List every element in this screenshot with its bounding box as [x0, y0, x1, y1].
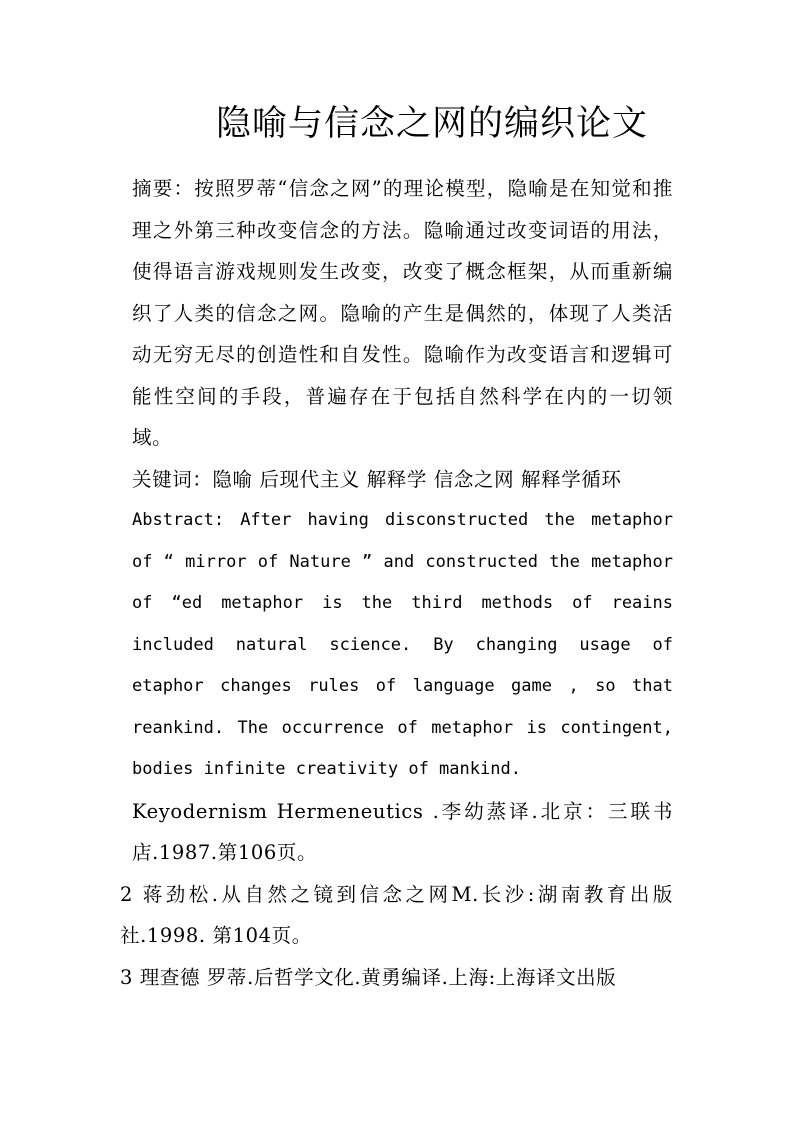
- keywords-chinese: 关键词：隐喻 后现代主义 解释学 信念之网 解释学循环: [132, 467, 622, 491]
- reference-item-3: 3 理查德 罗蒂.后哲学文化.黄勇编译.上海:上海译文出版: [120, 965, 617, 989]
- abstract-chinese: 摘要：按照罗蒂“信念之网”的理论模型，隐喻是在知觉和推理之外第三种改变信念的方法。隐喻通过改变词语的用法，使得语言游戏规则发生改变，改变了概念框架，从而重新编织了人类的信念之网。隐喻的产生是偶然的，体现了人类活动无穷无尽的创造性和自发性。隐喻作为改变语言和逻辑可能性空间的手段，普遍存在于包括自然科学在内的一切领域。: [132, 177, 673, 449]
- abstract-english: Abstract: After having disconstructed the metaphor of “ mirror of Nature ” and constructed the metaphor of “ed metaphor is the third methods of reains included natural science. By changing usage of etaphor changes rules of language game , so that reankind. The occurrence of metaphor is contingent, bodies infinite creativity of mankind.: [132, 510, 673, 779]
- reference-item-2: 2 蒋劲松.从自然之镜到信念之网M.长沙:湖南教育出版社.1998. 第104页。: [120, 882, 673, 947]
- document-body: [120, 168, 673, 998]
- reference-item-1: Keyodernism Hermeneutics .李幼蒸译.北京：三联书店.1987.第106页。: [132, 799, 673, 864]
- document-title: 隐喻与信念之网的编织论文: [215, 104, 648, 144]
